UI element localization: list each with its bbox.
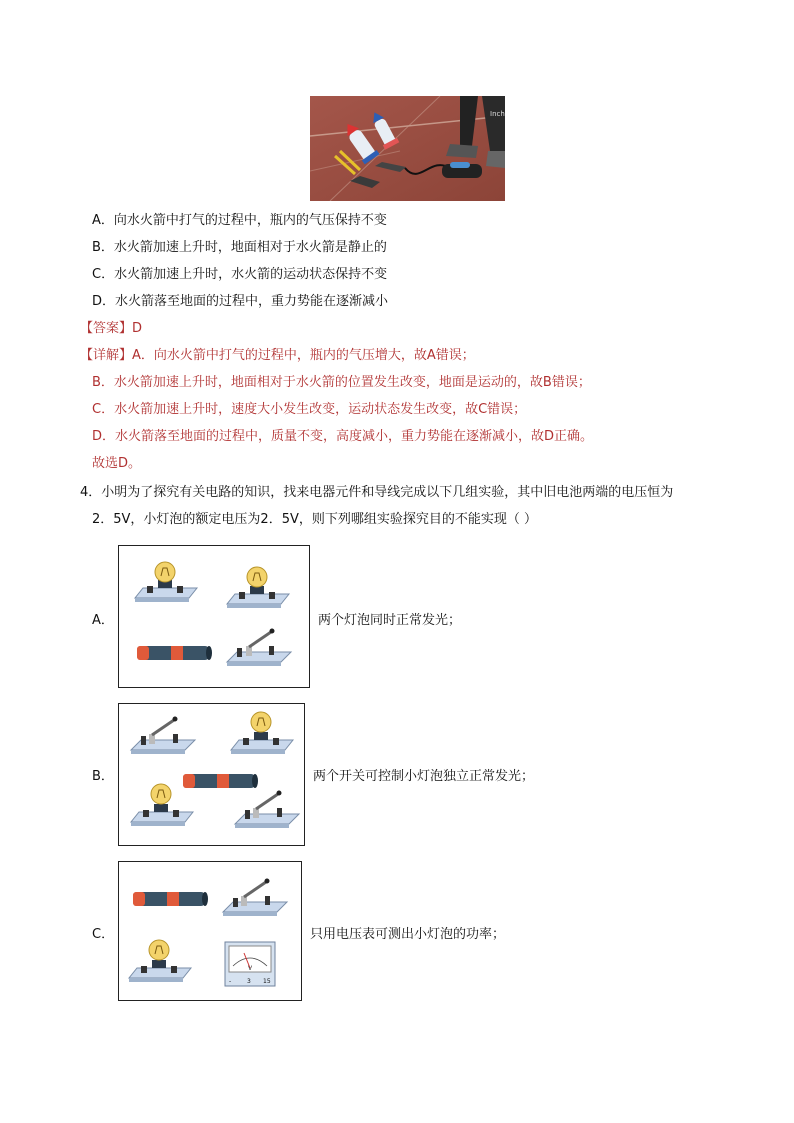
q4-option-b-text: 两个开关可控制小灯泡独立正常发光； (313, 769, 535, 784)
switch-icon (223, 879, 287, 917)
water-rocket-photo (310, 96, 505, 201)
voltmeter-mark-3: 3 (247, 978, 251, 985)
q4-option-c-text: 只用电压表可测出小灯泡的功率； (310, 927, 506, 942)
q4-option-b-label: B． (92, 769, 114, 784)
q4-option-c-figure (118, 861, 302, 1001)
q3-option-c: C．水火箭加速上升时，水火箭的运动状态保持不变 (92, 267, 388, 282)
q4-option-c-label: C． (92, 927, 115, 942)
bulb-icon (227, 567, 289, 608)
q3-option-d: D．水火箭落至地面的过程中，重力势能在逐渐减小 (92, 294, 389, 309)
q3-answer: 【答案】D (80, 321, 143, 336)
q3-explain-5: 故选D。 (92, 456, 142, 471)
q3-option-b: B．水火箭加速上升时，地面相对于水火箭是静止的 (92, 240, 387, 255)
q4-option-b-figure (118, 703, 305, 846)
voltmeter-mark-15: 15 (263, 978, 271, 985)
q4-option-a-label: A． (92, 613, 114, 628)
svg-text:Inch: Inch (490, 110, 505, 118)
battery-icon (183, 774, 258, 788)
bulb-icon (131, 784, 193, 826)
q3-option-a: A．向水火箭中打气的过程中，瓶内的气压保持不变 (92, 213, 387, 228)
switch-icon (235, 791, 299, 829)
bulb-icon (231, 712, 293, 754)
q4-option-a-figure (118, 545, 310, 688)
switch-icon (131, 717, 195, 755)
q3-explain-1: 【详解】A．向水火箭中打气的过程中，瓶内的气压增大，故A错误； (80, 348, 475, 363)
q4-stem-line1: 4．小明为了探究有关电路的知识，找来电器元件和导线完成以下几组实验，其中旧电池两端的电压恒为 (80, 485, 674, 500)
q3-explain-4: D．水火箭落至地面的过程中，质量不变，高度减小，重力势能在逐渐减小，故D正确。 (92, 429, 594, 444)
voltmeter-unit: V (248, 965, 253, 972)
q4-option-a-text: 两个灯泡同时正常发光； (318, 613, 462, 628)
bulb-icon (129, 940, 191, 982)
voltmeter-icon (225, 942, 275, 986)
q3-explain-3: C．水火箭加速上升时，速度大小发生改变，运动状态发生改变，故C错误； (92, 402, 527, 417)
voltmeter-mark-minus: - (229, 978, 232, 985)
battery-icon (133, 892, 208, 906)
q4-stem-line2: 2．5V，小灯泡的额定电压为2．5V，则下列哪组实验探究目的不能实现（ ） (92, 512, 538, 527)
q3-explain-2: B．水火箭加速上升时，地面相对于水火箭的位置发生改变，地面是运动的，故B错误； (92, 375, 591, 390)
battery-icon (137, 646, 212, 660)
switch-icon (227, 629, 291, 667)
bulb-icon (135, 562, 197, 602)
